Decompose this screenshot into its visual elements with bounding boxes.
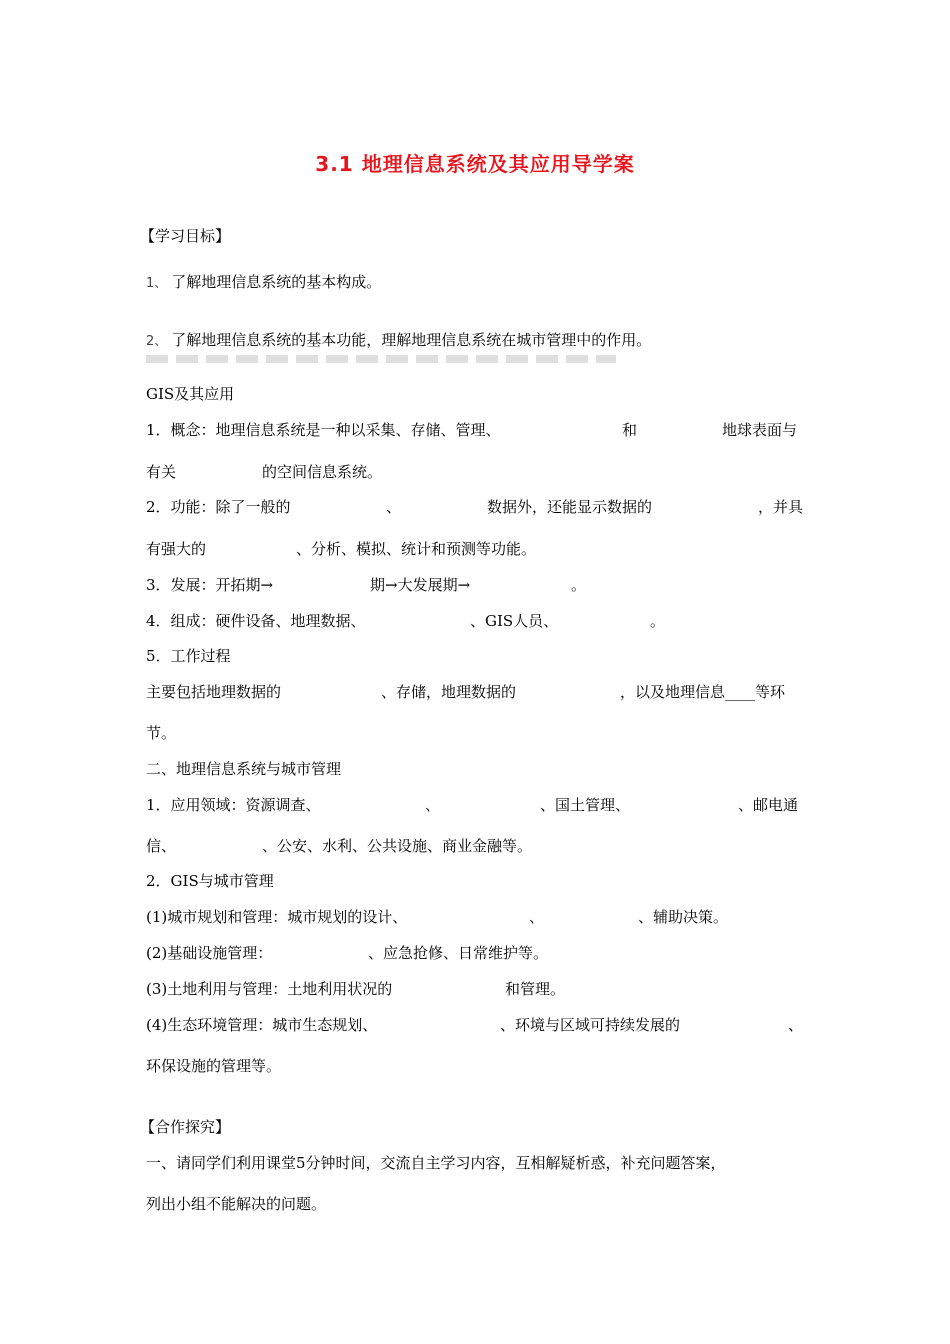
concept-text: 有关 bbox=[146, 463, 177, 481]
city-heading: 2．GIS与城市管理 bbox=[146, 872, 274, 890]
concept-text: 1．概念：地理信息系统是一种以采集、存储、管理、 bbox=[146, 421, 501, 439]
concept-text: 地球表面与 bbox=[722, 421, 798, 439]
application-text: 1．应用领域：资源调查、 bbox=[146, 796, 321, 814]
ecology-line-2: 环保设施的管理等。 bbox=[146, 1057, 282, 1075]
goal-text: 了解地理信息系统的基本功能，理解地理信息系统在城市管理中的作用。 bbox=[171, 331, 652, 349]
cooperation-line-2: 列出小组不能解决的问题。 bbox=[146, 1195, 327, 1213]
goal-number: 2、 bbox=[146, 334, 168, 349]
process-text: 主要包括地理数据的 bbox=[146, 683, 282, 701]
develop-text: 期→大发展期→ bbox=[370, 576, 471, 594]
cooperation-heading: 【合作探究】 bbox=[140, 1118, 231, 1136]
section1-heading: GIS及其应用 bbox=[146, 385, 235, 403]
learning-goals-heading: 【学习目标】 bbox=[140, 227, 231, 245]
ecology-text: 、 bbox=[788, 1016, 804, 1034]
goal-item-1 bbox=[146, 272, 381, 294]
function-text: 数据外，还能显示数据的 bbox=[487, 498, 653, 516]
process-text: ，以及地理信息____等环 bbox=[620, 683, 786, 701]
function-text: 有强大的 bbox=[146, 540, 207, 558]
faded-text-artifact bbox=[146, 355, 616, 363]
infrastructure-text: (2)基础设施管理： bbox=[146, 944, 273, 962]
function-text: ，并具 bbox=[758, 498, 804, 516]
develop-text: 3．发展：开拓期→ bbox=[146, 576, 274, 594]
application-text: 信、 bbox=[146, 837, 177, 855]
concept-text: 和 bbox=[622, 421, 638, 439]
function-text: 、分析、模拟、统计和预测等功能。 bbox=[296, 540, 537, 558]
compose-text: 。 bbox=[650, 612, 666, 630]
function-text: 2．功能：除了一般的 bbox=[146, 498, 291, 516]
land-text: 和管理。 bbox=[505, 980, 566, 998]
planning-text: 、 bbox=[529, 908, 545, 926]
ecology-text: 、环境与区域可持续发展的 bbox=[500, 1016, 681, 1034]
compose-text: 、GIS人员、 bbox=[470, 612, 559, 630]
infrastructure-text: 、应急抢修、日常维护等。 bbox=[368, 944, 549, 962]
planning-text: (1)城市规划和管理：城市规划的设计、 bbox=[146, 908, 408, 926]
section2-heading: 二、地理信息系统与城市管理 bbox=[146, 760, 342, 778]
goal-number: 1、 bbox=[146, 276, 168, 291]
land-text: (3)土地利用与管理：土地利用状况的 bbox=[146, 980, 393, 998]
develop-text: 。 bbox=[571, 576, 587, 594]
concept-text: 的空间信息系统。 bbox=[262, 463, 383, 481]
goal-text: 了解地理信息系统的基本构成。 bbox=[171, 273, 382, 291]
process-heading: 5．工作过程 bbox=[146, 647, 231, 665]
process-line-2: 节。 bbox=[146, 724, 177, 742]
application-text: 、国土管理、 bbox=[540, 796, 631, 814]
process-text: 、存储，地理数据的 bbox=[381, 683, 517, 701]
application-text: 、邮电通 bbox=[738, 796, 799, 814]
planning-text: 、辅助决策。 bbox=[638, 908, 729, 926]
function-text: 、 bbox=[386, 498, 402, 516]
page-title: 3.1 地理信息系统及其应用导学案 bbox=[315, 152, 635, 176]
cooperation-line-1: 一、请同学们利用课堂5分钟时间，交流自主学习内容，互相解疑析惑，补充问题答案， bbox=[146, 1154, 726, 1172]
application-text: 、公安、水利、公共设施、商业金融等。 bbox=[262, 837, 533, 855]
goal-item-2 bbox=[146, 330, 651, 352]
compose-text: 4．组成：硬件设备、地理数据、 bbox=[146, 612, 366, 630]
application-text: 、 bbox=[425, 796, 441, 814]
ecology-text: (4)生态环境管理：城市生态规划、 bbox=[146, 1016, 378, 1034]
